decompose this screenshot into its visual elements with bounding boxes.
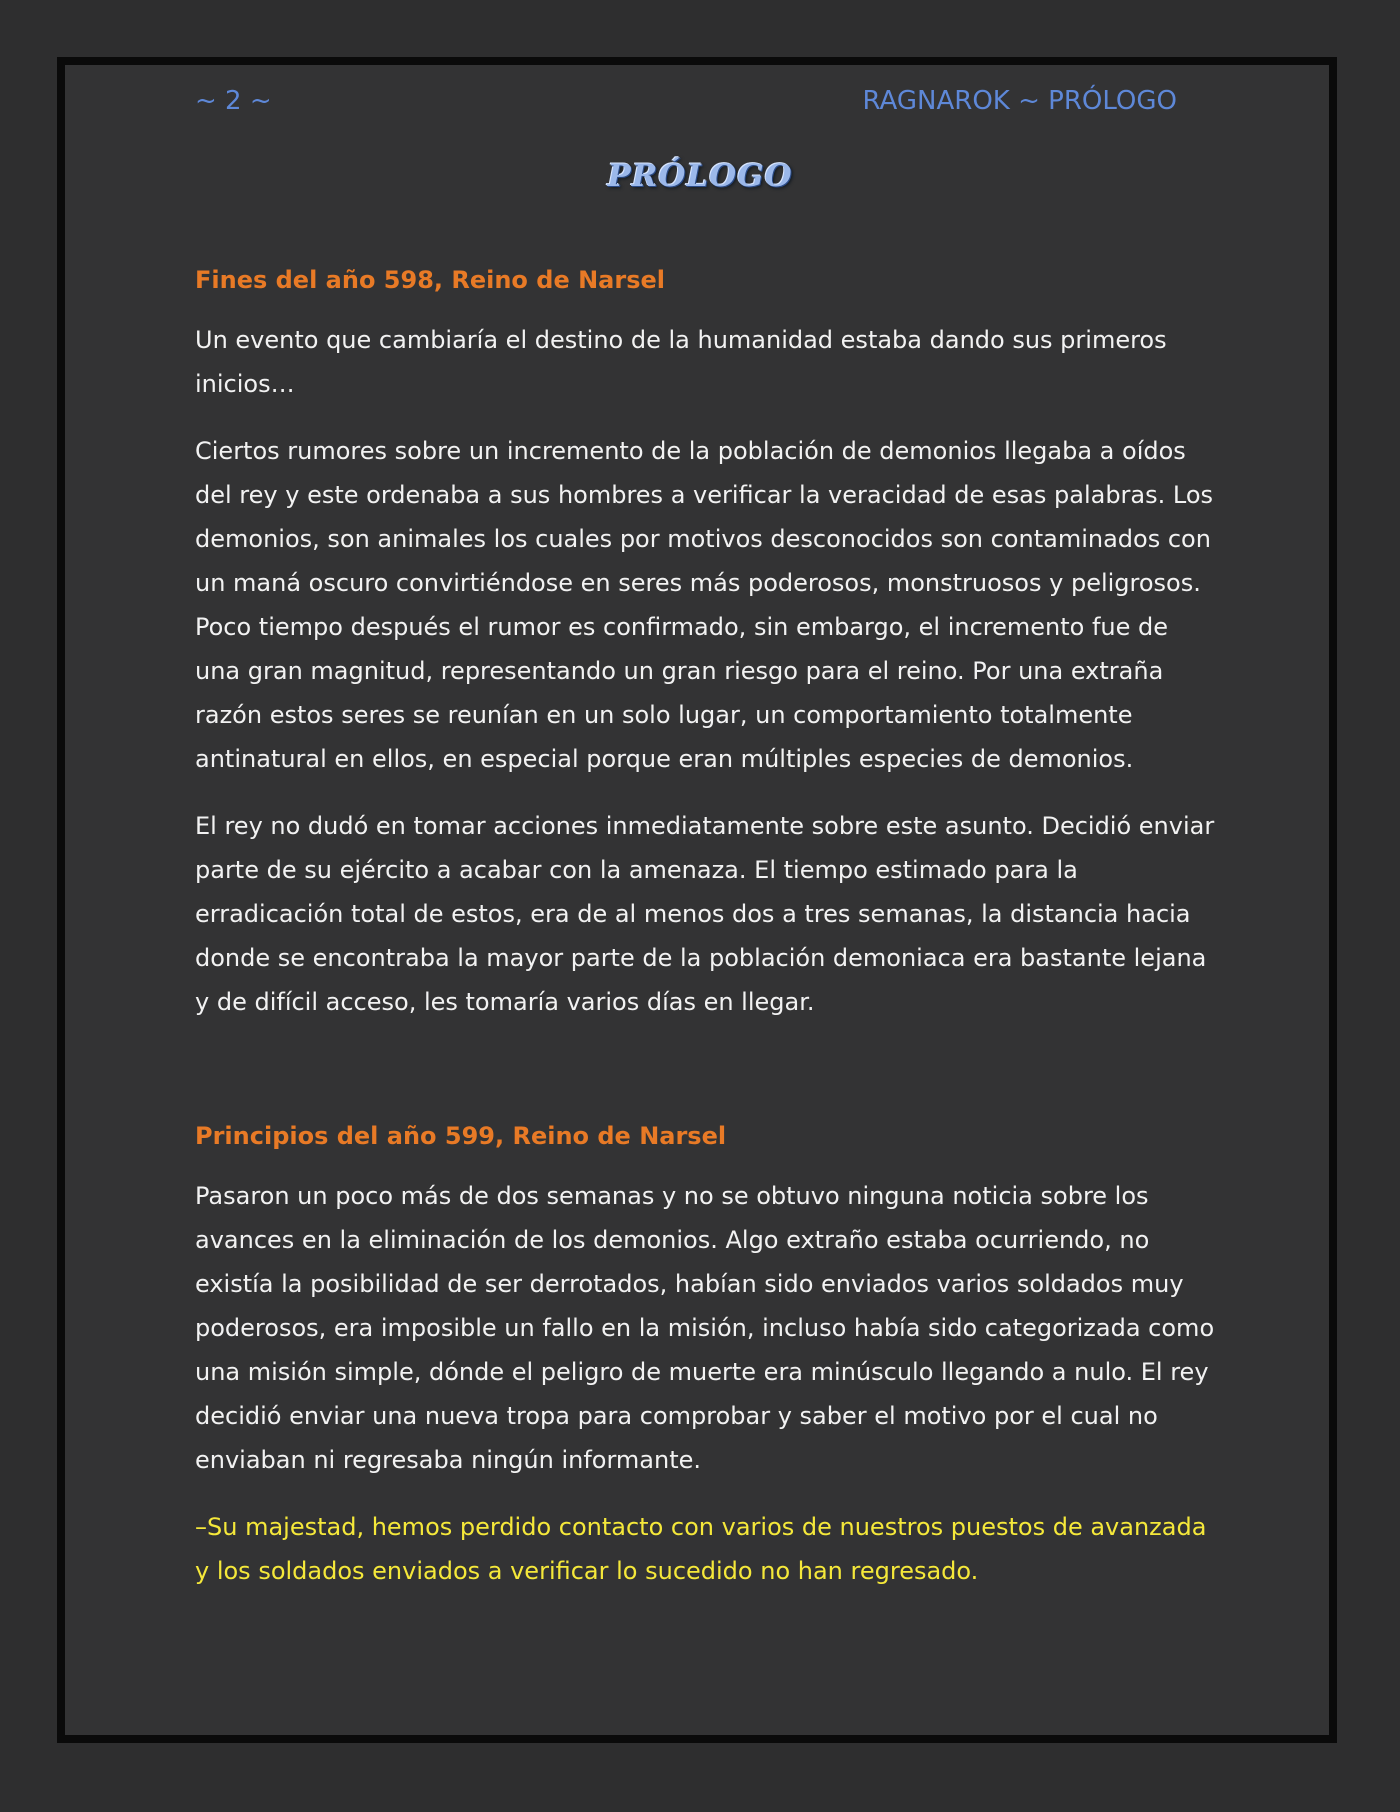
section-heading: Fines del año 598, Reino de Narsel — [195, 266, 665, 294]
page-header — [195, 84, 1177, 118]
running-title: RAGNAROK ~ PRÓLOGO — [862, 86, 1177, 116]
section-heading: Principios del año 599, Reino de Narsel — [195, 1122, 727, 1150]
paragraph: Pasaron un poco más de dos semanas y no se obtuvo ninguna noticia sobre los avances en la eliminación de los demonios. Algo extraño estaba ocurriendo, no existía la posibilidad de ser derrotados, habían sido enviados varios soldados muy poderosos, era imposible un fallo en la misión, incluso había sido categorizada como una misión simple, dónde el peligro de muerte era minúsculo llegando a nulo. El rey decidió enviar una nueva tropa para comprobar y saber el motivo por el cual no enviaban ni regresaba ningún informante. — [195, 1182, 1215, 1474]
paragraph: Un evento que cambiaría el destino de la humanidad estaba dando sus primeros inicios… — [195, 326, 1167, 398]
page-number: ~ 2 ~ — [195, 86, 272, 116]
dialogue-line: –Su majestad, hemos perdido contacto con varios de nuestros puestos de avanzada y los soldados enviados a verificar lo sucedido no han regresado. — [195, 1513, 1207, 1585]
section-spacer — [195, 1047, 1215, 1118]
document-body — [195, 262, 1215, 1593]
paragraph: Ciertos rumores sobre un incremento de la población de demonios llegaba a oídos del rey y este ordenaba a sus hombres a verificar la veracidad de esas palabras. Los demonios, son animales los cuales por motivos desconocidos son contaminados con un maná oscuro convirtiéndose en seres más poderosos, monstruosos y peligrosos. Poco tiempo después el rumor es confirmado, sin embargo, el incremento fue de una gran magnitud, representando un gran riesgo para el reino. Por una extraña razón estos seres se reunían en un solo lugar, un comportamiento totalmente antinatural en ellos, en especial porque eran múltiples especies de demonios. — [195, 437, 1214, 773]
paragraph: El rey no dudó en tomar acciones inmediatamente sobre este asunto. Decidió enviar parte de su ejército a acabar con la amenaza. El tiempo estimado para la erradicación total de estos, era de al menos dos a tres semanas, la distancia hacia donde se encontraba la mayor parte de la población demoniaca era bastante lejana y de difícil acceso, les tomaría varios días en llegar. — [195, 812, 1215, 1016]
chapter-title: PRÓLOGO — [607, 158, 793, 194]
